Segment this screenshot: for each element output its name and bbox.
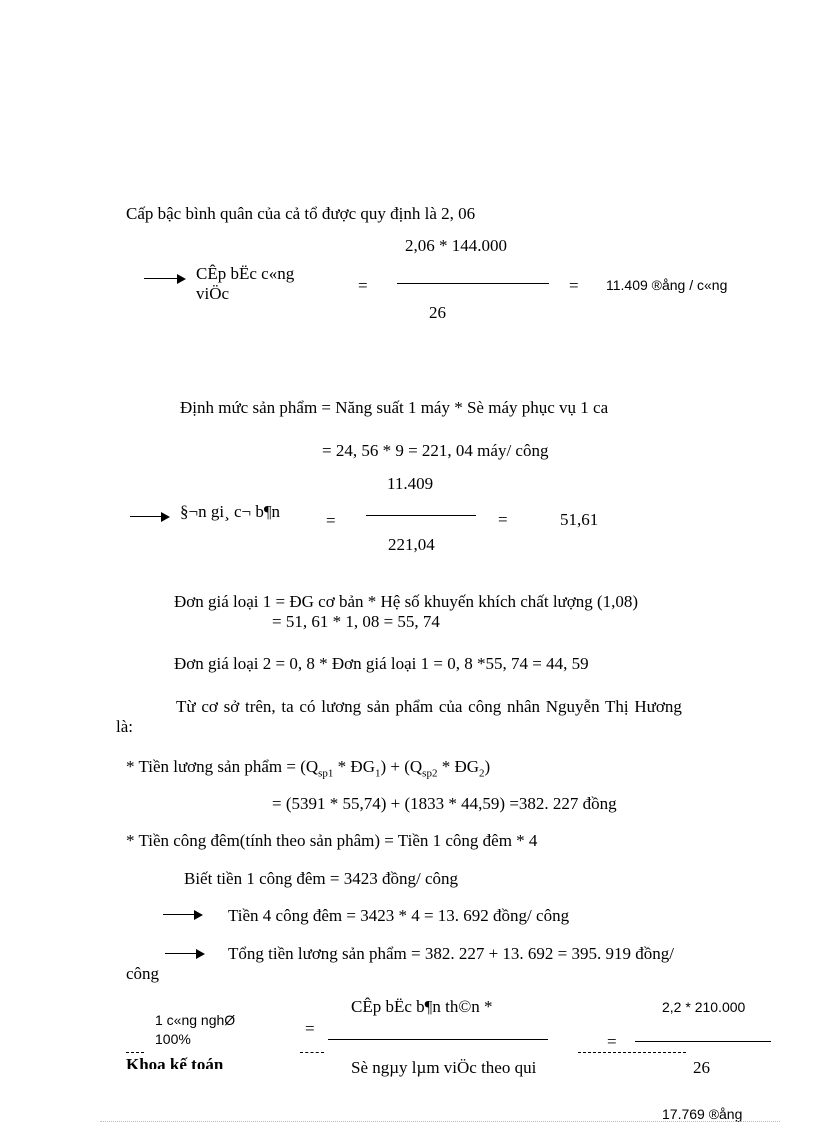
page-bottom-border bbox=[100, 1121, 780, 1122]
fraction2-numerator: 11.409 bbox=[387, 474, 434, 493]
fraction3-numerator: CÊp bËc b¶n th©n * bbox=[351, 997, 493, 1016]
fraction3-bar-2 bbox=[635, 1041, 771, 1042]
paragraph-line2: là: bbox=[116, 717, 133, 736]
fraction2-equals-2: = bbox=[498, 510, 508, 529]
fraction1-equals-1: = bbox=[358, 276, 368, 295]
fraction3-denominator: Sè ngµy lµm viÖc theo qui bbox=[351, 1058, 537, 1077]
fraction1-label-line1: CÊp bËc c«ng bbox=[196, 264, 295, 283]
fraction1-denominator: 26 bbox=[429, 303, 446, 322]
text-don-gia-loai-1-calc: = 51, 61 * 1, 08 = 55, 74 bbox=[272, 612, 440, 631]
text-dinh-muc-san-pham: Định mức sản phẩm = Năng suất 1 máy * Sè máy phục vụ 1 ca bbox=[180, 398, 609, 417]
text-biet-tien: Biết tiền 1 công đêm = 3423 đồng/ công bbox=[184, 869, 458, 888]
fraction1-result: 11.409 ®ång / c«ng bbox=[606, 277, 728, 293]
text-dinh-muc-calc: = 24, 56 * 9 = 221, 04 máy/ công bbox=[322, 441, 549, 460]
paragraph-line1: Từ cơ sở trên, ta có lương sản phẩm của công nhân Nguyễn Thị Hương bbox=[176, 697, 682, 716]
fraction3-numerator2: 2,2 * 210.000 bbox=[662, 999, 746, 1015]
text-tien-cong-dem: * Tiền công đêm(tính theo sản phâm) = Tiền 1 công đêm * 4 bbox=[126, 831, 538, 850]
text-cap-bac-binh-quan: Cấp bậc bình quân của cả tổ được quy định là 2, 06 bbox=[126, 204, 476, 223]
fraction1-label-line2: viÖc bbox=[196, 284, 230, 303]
text-don-gia-loai-2: Đơn giá loại 2 = 0, 8 * Đơn giá loại 1 = 0, 8 *55, 74 = 44, 59 bbox=[174, 654, 589, 673]
text-tong-tien-line1: Tổng tiền lương sản phẩm = 382. 227 + 13. 692 = 395. 919 đồng/ bbox=[228, 944, 674, 963]
fraction3-equals-1: = bbox=[305, 1019, 315, 1038]
fraction3-denominator2: 26 bbox=[693, 1058, 710, 1077]
arrow-right-icon bbox=[144, 274, 186, 284]
text-don-gia-loai-1: Đơn giá loại 1 = ĐG cơ bản * Hệ số khuyến khích chất lượng (1,08) bbox=[174, 592, 639, 611]
fraction1-equals-2: = bbox=[569, 276, 579, 295]
fraction1-bar bbox=[397, 283, 549, 284]
fraction2-result: 51,61 bbox=[560, 510, 599, 529]
fraction3-label-line2: 100% bbox=[155, 1031, 191, 1047]
arrow-right-icon bbox=[163, 910, 203, 920]
fraction3-result: 17.769 ®ång bbox=[662, 1106, 743, 1122]
footer-department-label: Khoa kế toán bbox=[126, 1055, 224, 1069]
fraction2-denominator: 221,04 bbox=[388, 535, 435, 554]
footer-dash bbox=[300, 1052, 324, 1053]
fraction2-equals-1: = bbox=[326, 511, 336, 530]
arrow-right-icon bbox=[130, 512, 170, 522]
fraction3-bar bbox=[328, 1039, 548, 1040]
text-tien-luong-san-pham: * Tiền lương sản phẩm = ($Q_{sp1}$ * $ĐG_1) + (Q_{sp2}$ * $ĐG_2$) bbox=[126, 757, 491, 780]
text-tien-4-cong-dem: Tiền 4 công đêm = 3423 * 4 = 13. 692 đồng/ công bbox=[228, 906, 570, 925]
footer-dash bbox=[126, 1052, 144, 1053]
fraction3-label-line1: 1 c«ng nghØ bbox=[155, 1012, 236, 1028]
text-tong-tien-line2: công bbox=[126, 964, 160, 983]
arrow-right-icon bbox=[165, 949, 205, 959]
fraction2-label: §¬n gi¸ c¬ b¶n bbox=[180, 502, 281, 521]
fraction1-numerator: 2,06 * 144.000 bbox=[405, 236, 507, 255]
footer-dash bbox=[578, 1052, 686, 1053]
fraction3-equals-2: = bbox=[607, 1032, 617, 1051]
fraction2-bar bbox=[366, 515, 476, 516]
text-tien-luong-calc: = (5391 * 55,74) + (1833 * 44,59) =382. 227 đồng bbox=[272, 794, 617, 813]
